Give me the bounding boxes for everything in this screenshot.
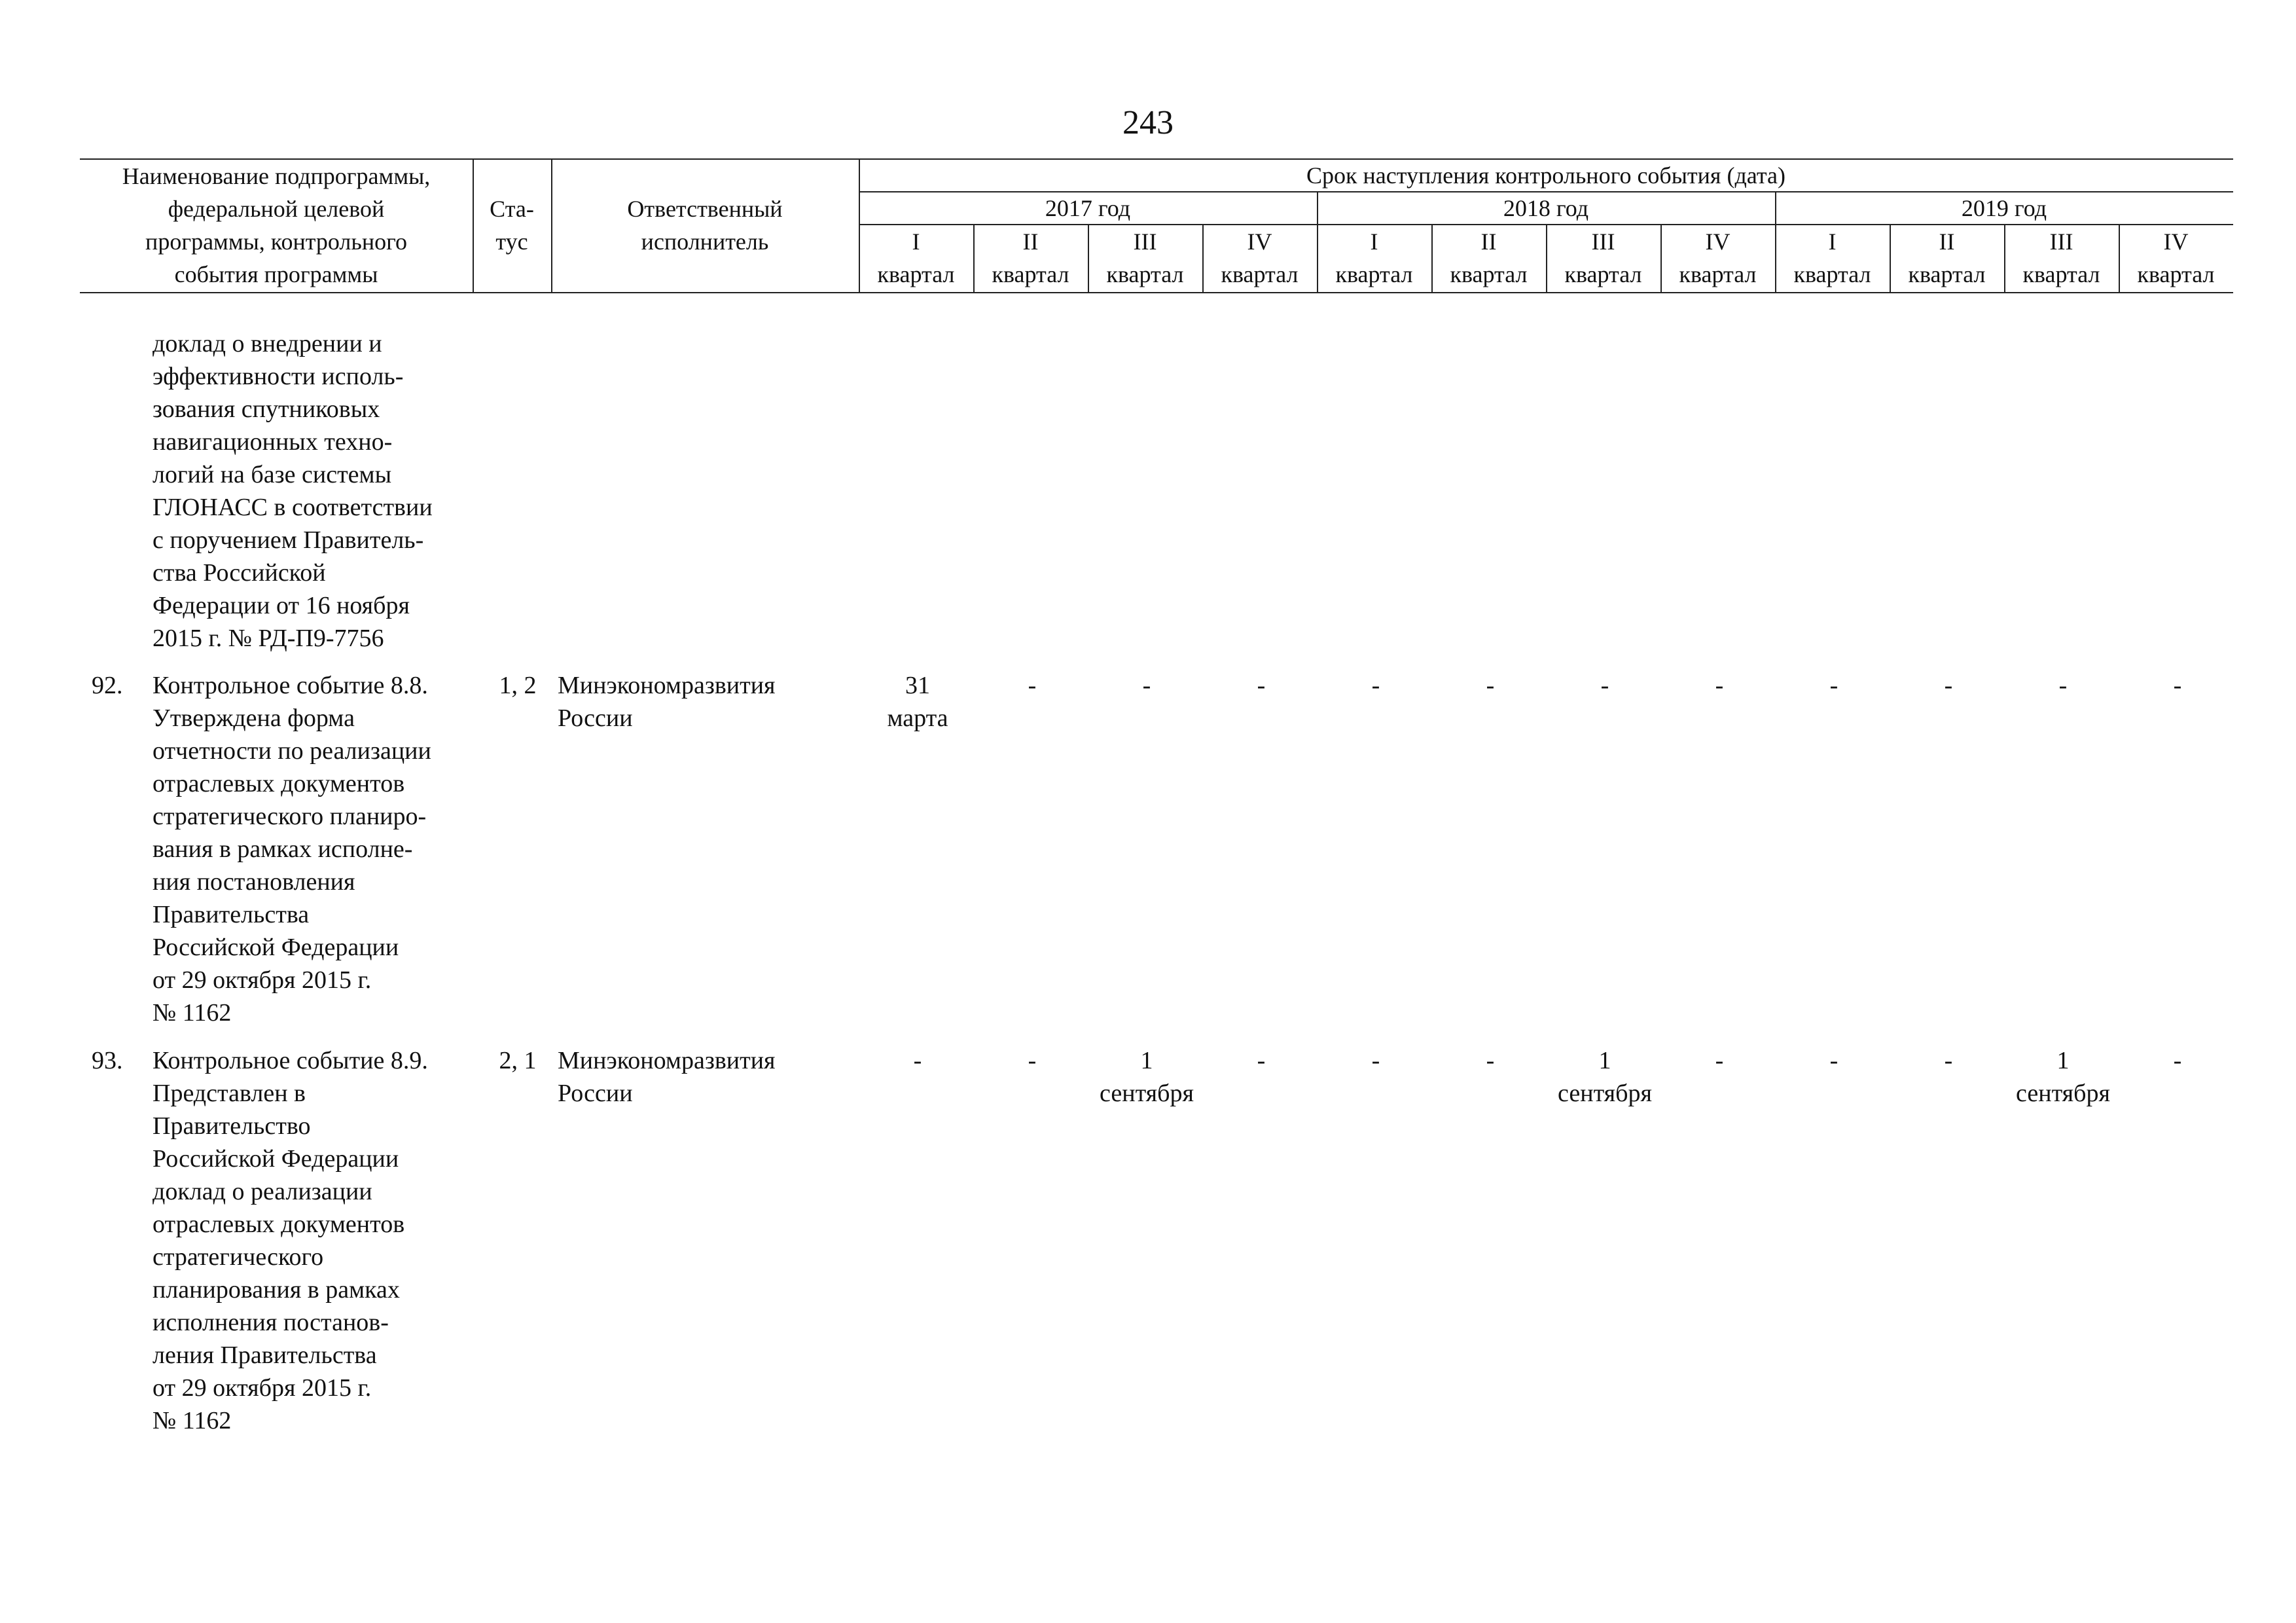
quarter-cell: - bbox=[1371, 672, 1380, 699]
quarter-number: I bbox=[912, 228, 920, 255]
header-year: 2018 год bbox=[1503, 195, 1589, 221]
row-status: 2, 1 bbox=[499, 1047, 537, 1074]
quarter-label: квартал bbox=[1335, 261, 1413, 287]
quarter-cell: - bbox=[2173, 1047, 2182, 1074]
quarter-label: квартал bbox=[2137, 261, 2215, 287]
quarter-number: II bbox=[1939, 228, 1955, 255]
quarter-cell: - bbox=[1944, 1047, 1953, 1074]
quarter-label: квартал bbox=[1106, 261, 1184, 287]
quarter-number: II bbox=[1022, 228, 1039, 255]
quarter-number: IV bbox=[2163, 228, 2189, 255]
quarter-cell: - bbox=[1257, 1047, 1266, 1074]
quarter-cell: - bbox=[1829, 672, 1839, 699]
header-executor: Ответственный исполнитель bbox=[627, 196, 783, 255]
quarter-number: III bbox=[1591, 228, 1615, 255]
row-status: 1, 2 bbox=[499, 672, 537, 699]
row-name: Контрольное событие 8.9. Представлен в Правительство Российской Федерации доклад о реализации отраслевых документов стратегического планирования в рамках исполнения постанов- ления Правительства от 29 октября 2015 г. № 1162 bbox=[152, 1047, 428, 1434]
header-status: Ста- тус bbox=[490, 196, 534, 255]
quarter-label: квартал bbox=[1564, 261, 1642, 287]
header-bottom-rule bbox=[80, 292, 2233, 293]
quarter-number: II bbox=[1480, 228, 1497, 255]
quarter-number: III bbox=[2049, 228, 2073, 255]
quarter-cell: - bbox=[1257, 672, 1266, 699]
quarter-cell: - bbox=[1944, 672, 1953, 699]
quarter-number: I bbox=[1370, 228, 1378, 255]
quarter-number: IV bbox=[1705, 228, 1731, 255]
quarter-cell: - bbox=[1829, 1047, 1839, 1074]
quarter-cell: - bbox=[1486, 672, 1495, 699]
quarter-label: квартал bbox=[1908, 261, 1986, 287]
quarter-cell: - bbox=[1371, 1047, 1380, 1074]
quarter-cell: - bbox=[2173, 672, 2182, 699]
header-year: 2019 год bbox=[1961, 195, 2047, 221]
quarter-number: IV bbox=[1247, 228, 1272, 255]
quarter-label: квартал bbox=[1679, 261, 1757, 287]
row-executor: Минэкономразвития России bbox=[558, 672, 776, 732]
quarter-label: квартал bbox=[2022, 261, 2100, 287]
quarter-label: квартал bbox=[1450, 261, 1528, 287]
quarter-label: квартал bbox=[1793, 261, 1871, 287]
header-name: Наименование подпрограммы, федеральной целевой программы, контрольного события программы bbox=[122, 163, 431, 287]
row-name: Контрольное событие 8.8. Утверждена форма отчетности по реализации отраслевых документов стратегического планиро- вания в рамках исполне- ния постановления Правительства Российской Федерации от 29 октября 2015 г. № 1162 bbox=[152, 672, 431, 1027]
quarter-label: квартал bbox=[992, 261, 1069, 287]
quarter-cell: - bbox=[1028, 1047, 1037, 1074]
row-executor: Минэкономразвития России bbox=[558, 1047, 776, 1107]
quarter-cell: 31 марта bbox=[887, 672, 948, 732]
quarter-cell: - bbox=[1486, 1047, 1495, 1074]
row-name: доклад о внедрении и эффективности исполь- зования спутниковых навигационных техно- логий на базе системы ГЛОНАСС в соответствии с поручением Правитель- ства Российской Федерации от 16 ноября 2015 г. № РД-П9-7756 bbox=[152, 330, 433, 652]
row-number: 93. bbox=[92, 1047, 123, 1074]
quarter-cell: - bbox=[1715, 672, 1724, 699]
table-header bbox=[80, 158, 2233, 293]
row-number: 92. bbox=[92, 672, 123, 699]
quarter-cell: 1 сентября bbox=[2016, 1047, 2110, 1107]
header-year: 2017 год bbox=[1045, 195, 1131, 221]
header-deadline: Срок наступления контрольного события (дата) bbox=[1306, 162, 1785, 189]
quarter-cell: - bbox=[1600, 672, 1609, 699]
quarter-cell: 1 сентября bbox=[1100, 1047, 1194, 1107]
quarter-cell: - bbox=[1028, 672, 1037, 699]
quarter-cell: - bbox=[913, 1047, 922, 1074]
quarter-cell: - bbox=[1715, 1047, 1724, 1074]
quarter-number: III bbox=[1133, 228, 1157, 255]
quarter-cell: - bbox=[2058, 672, 2068, 699]
quarter-label: квартал bbox=[877, 261, 955, 287]
page-number: 243 bbox=[1122, 104, 1174, 141]
quarter-cell: 1 сентября bbox=[1558, 1047, 1652, 1107]
quarter-number: I bbox=[1828, 228, 1837, 255]
quarter-label: квартал bbox=[1221, 261, 1299, 287]
quarter-cell: - bbox=[1142, 672, 1151, 699]
